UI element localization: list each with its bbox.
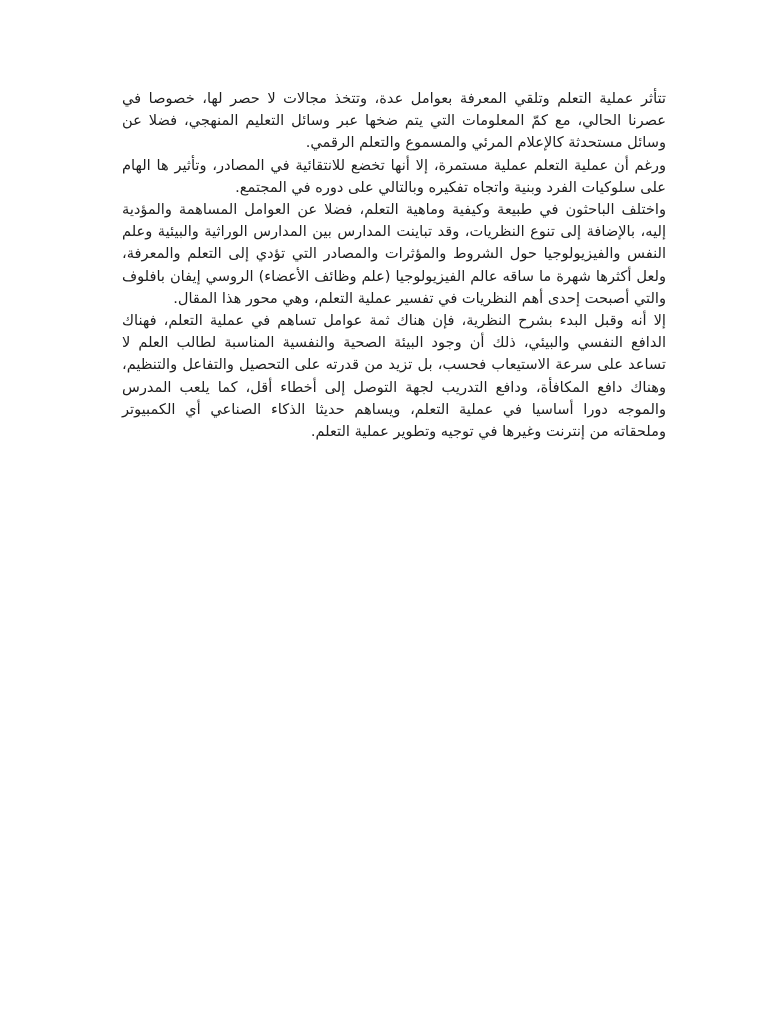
- paragraph-1: تتأثر عملية التعلم وتلقي المعرفة بعوامل عدة، وتتخذ مجالات لا حصر لها، خصوصا في عصرنا الحالي، مع كمّ المعلومات التي يتم ضخها عبر وسائل التعليم المنهجي، فضلا عن وسائل مستحدثة كالإعلام المرئي والمسموع والتعلم الرقمي.: [122, 90, 666, 152]
- paragraph-2: ورغم أن عملية التعلم عملية مستمرة، إلا أنها تخضع للانتقائية في المصادر، وتأثير ها الهام على سلوكيات الفرد وبنية واتجاه تفكيره وبالتالي على دوره في المجتمع.: [122, 156, 666, 196]
- paragraph-4: إلا أنه وقبل البدء بشرح النظرية، فإن هناك ثمة عوامل تساهم في عملية التعلم، فهناك الدافع النفسي والبيئي، ذلك أن وجود البيئة الصحية والنفسية المناسبة لطالب العلم لا تساعد على سرعة الاستيعاب فحسب، بل تزيد من قدرته على التحصيل والتفاعل والتنظيم، وهناك دافع المكافأة، ودافع التدريب لجهة التوصل إلى أخطاء أقل، كما يلعب المدرس والموجه دورا أساسيا في عملية التعلم، ويساهم حديثا الذكاء الصناعي أي الكمبيوتر وملحقاته من إنترنت وغيرها في توجيه وتطوير عملية التعلم.: [122, 312, 666, 441]
- article-body: [122, 88, 666, 443]
- paragraph-3: واختلف الباحثون في طبيعة وكيفية وماهية التعلم، فضلا عن العوامل المساهمة والمؤدية إليه، بالإضافة إلى تنوع النظريات، وقد تباينت المدارس بين المدارس الوراثية والبيئية وعلم النفس والفيزيولوجيا حول الشروط والمؤثرات والمصادر التي تؤدي إلى التعلم والمعرفة، ولعل أكثرها شهرة ما ساقه عالم الفيزيولوجيا (علم وظائف الأعضاء) الروسي إيفان بافلوف والتي أصبحت إحدى أهم النظريات في تفسير عملية التعلم، وهي محور هذا المقال.: [122, 201, 666, 307]
